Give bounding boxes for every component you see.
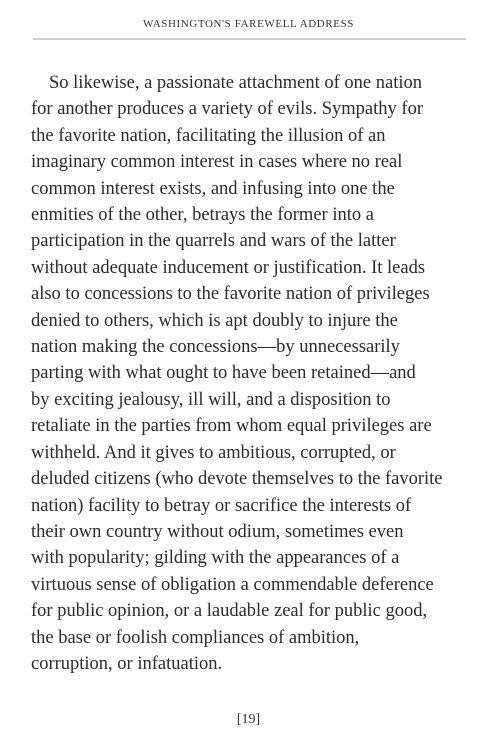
text-line: withheld. And it gives to ambitious, corrupted, or	[31, 442, 396, 463]
text-line: denied to others, which is apt doubly to injure the	[31, 310, 398, 331]
text-line: retaliate in the parties from whom equal privileges are	[31, 416, 432, 437]
header-rule	[33, 38, 466, 40]
text-line: nation) facility to betray or sacrifice the interests of	[31, 495, 412, 516]
text-line: common interest exists, and infusing into one the	[31, 178, 395, 199]
text-line: also to concessions to the favorite nation of privileges	[31, 284, 430, 305]
body-paragraph	[31, 70, 473, 677]
text-line: nation making the concessions—by unnecessarily	[31, 337, 400, 358]
text-line: corruption, or infatuation.	[31, 653, 223, 674]
text-line: So likewise, a passionate attachment of one nation	[49, 73, 422, 93]
running-head: WASHINGTON'S FAREWELL ADDRESS	[142, 18, 355, 30]
text-line: participation in the quarrels and wars of the latter	[31, 231, 396, 252]
text-line: without adequate inducement or justification. It leads	[31, 257, 426, 278]
text-line: with popularity; gilding with the appearances of a	[31, 548, 400, 569]
text-line: for public opinion, or a laudable zeal for public good,	[31, 601, 428, 622]
text-line: the base or foolish compliances of ambition,	[31, 627, 360, 648]
page-number: [19]	[236, 712, 261, 727]
text-line: deluded citizens (who devote themselves to the favorite	[31, 469, 443, 490]
text-line: by exciting jealousy, ill will, and a disposition to	[31, 389, 391, 410]
text-line: parting with what ought to have been retained—and	[31, 363, 416, 384]
text-line: for another produces a variety of evils. Sympathy for	[31, 99, 423, 120]
text-line: imaginary common interest in cases where no real	[31, 152, 403, 173]
text-line: the favorite nation, facilitating the illusion of an	[31, 125, 386, 146]
text-line: enmities of the other, betrays the former into a	[31, 205, 374, 226]
text-line: virtuous sense of obligation a commendable deference	[31, 574, 434, 595]
text-line: their own country without odium, sometimes even	[31, 521, 404, 542]
